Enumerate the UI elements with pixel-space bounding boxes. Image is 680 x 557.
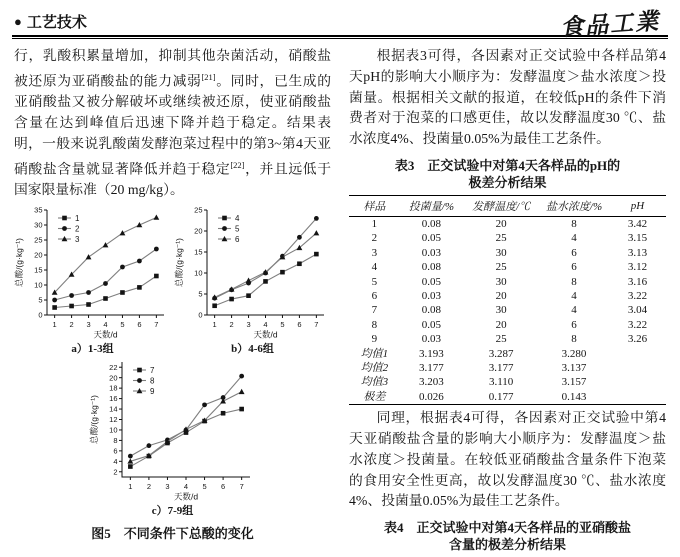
table3-cell: 0.03 (421, 290, 442, 303)
citation-ref-22: [22] (230, 159, 245, 170)
svg-text:0: 0 (198, 310, 203, 320)
line-chart-groups-1-3 (14, 205, 171, 343)
table3-cell: 3.22 (627, 318, 648, 331)
table3-cell: 20 (495, 290, 507, 303)
table3-title-line2: 极差分析结果 (468, 174, 547, 190)
table4-title-line1: 表4 正交试验中对第4天各样品的亚硝酸盐 (383, 520, 631, 536)
table3-cell: 9 (371, 333, 378, 346)
svg-text:20: 20 (108, 373, 117, 383)
svg-text:天数/d: 天数/d (173, 491, 198, 502)
table3-title-line1: 表3 正交试验中对第4天各样品的pH的 (394, 157, 621, 173)
svg-text:7: 7 (314, 319, 319, 329)
table4-title-line2: 含量的极差分析结果 (448, 537, 566, 553)
svg-text:22: 22 (108, 362, 117, 372)
svg-text:5: 5 (120, 319, 125, 329)
table3-row (349, 361, 666, 375)
table3-cell: 0.05 (421, 318, 442, 331)
table3-cell: 7 (371, 304, 378, 317)
svg-text:6: 6 (220, 481, 225, 491)
table3-cell: 30 (495, 304, 507, 317)
chart-group-4-6 (174, 205, 331, 356)
table3-header-cell: 发酵温度/℃ (472, 200, 531, 213)
svg-text:2: 2 (75, 224, 80, 234)
svg-text:总酸/(g·kg⁻¹): 总酸/(g·kg⁻¹) (88, 394, 99, 444)
svg-text:2: 2 (229, 319, 234, 329)
svg-text:2: 2 (69, 319, 74, 329)
svg-text:3: 3 (246, 319, 251, 329)
citation-ref-21: [21] (201, 71, 216, 82)
svg-text:25: 25 (34, 235, 43, 245)
svg-text:7: 7 (149, 365, 154, 375)
table3-title (349, 157, 666, 191)
table3-cell: 3.203 (419, 376, 444, 389)
left-paragraph (14, 46, 331, 201)
table3-cell: 1 (371, 217, 378, 230)
table3-header-cell: 样品 (363, 200, 386, 213)
table3-cell: 25 (495, 333, 507, 346)
svg-text:4: 4 (112, 456, 117, 466)
svg-text:5: 5 (38, 295, 43, 305)
table3-cell: 20 (495, 318, 507, 331)
svg-text:2: 2 (112, 467, 117, 477)
svg-text:3: 3 (164, 481, 170, 491)
chart-group-1-3 (14, 205, 171, 356)
svg-text:20: 20 (194, 226, 203, 236)
chart-group-7-9 (89, 357, 257, 518)
table3-row (349, 289, 666, 303)
table3-cell: 0.143 (561, 390, 587, 403)
svg-text:2: 2 (146, 481, 151, 491)
table3-cell: 30 (495, 246, 507, 259)
line-chart-groups-7-9 (89, 357, 257, 505)
svg-text:25: 25 (194, 205, 203, 215)
svg-text:4: 4 (103, 319, 108, 329)
table3-cell: 3.15 (627, 232, 648, 245)
svg-text:18: 18 (108, 383, 117, 393)
svg-text:1: 1 (75, 213, 80, 223)
table4-title (349, 519, 666, 553)
table3-cell: 均值3 (360, 376, 389, 389)
table3-cell: 3.16 (627, 275, 648, 288)
table3 (349, 195, 666, 405)
paragraph-text: ，并且远低于国家限量标准（20 mg/kg）。 (14, 161, 332, 197)
svg-text:5: 5 (201, 481, 207, 491)
section-label: 工艺技术 (26, 14, 87, 31)
svg-text:6: 6 (137, 319, 142, 329)
table3-row (349, 216, 666, 231)
table3-cell: 3.42 (627, 217, 648, 230)
table3-cell: 0.08 (421, 304, 442, 317)
table3-cell: 3 (371, 246, 378, 259)
table3-cell: 3.157 (561, 376, 587, 389)
table3-cell: 3.22 (627, 290, 648, 303)
svg-text:7: 7 (239, 481, 244, 491)
table3-cell: 极差 (363, 390, 386, 403)
charts-row-bottom (14, 357, 331, 518)
table3-cell: 0.026 (419, 390, 444, 403)
table3-header-cell: 投菌量/% (408, 200, 455, 213)
svg-text:9: 9 (149, 386, 154, 396)
table3-cell: 6 (571, 246, 577, 259)
right-paragraph-2: 同理，根据表4可得，各因素对正交试验中第4天亚硝酸盐含量的影响大小顺序为：发酵温度＞盐水浓度＞投菌量。在较低亚硝酸盐含量条件下泡菜的食用安全性更高，故以发酵温度30 ℃、盐水浓度4%、投菌量0.05%为最佳工艺条件。 (349, 410, 666, 509)
svg-text:3: 3 (75, 234, 80, 244)
table3-row (349, 375, 666, 389)
svg-text:5: 5 (235, 224, 240, 234)
table3-cell: 6 (571, 261, 577, 274)
svg-text:1: 1 (52, 319, 57, 329)
chart-subcaption-a: a）1-3组 (71, 342, 114, 355)
svg-text:15: 15 (194, 247, 203, 257)
svg-text:4: 4 (235, 213, 240, 223)
svg-text:4: 4 (263, 319, 268, 329)
table3-cell: 3.12 (627, 261, 648, 274)
svg-text:15: 15 (34, 265, 43, 275)
svg-text:35: 35 (34, 205, 43, 215)
table3-cell: 0.177 (488, 390, 514, 403)
table3-header-cell: pH (630, 199, 645, 212)
table3-cell: 0.03 (421, 246, 442, 259)
figure-caption: 图5 不同条件下总酸的变化 (91, 525, 254, 541)
charts-row-top (14, 205, 331, 356)
table3-cell: 3.137 (561, 362, 587, 375)
svg-text:天数/d: 天数/d (93, 329, 118, 340)
svg-text:3: 3 (86, 319, 91, 329)
table3-cell: 0.03 (421, 333, 442, 346)
right-paragraph-1: 根据表3可得，各因素对正交试验中各样品第4天pH的影响大小顺序为：发酵温度＞盐水浓度＞投菌量。根据相关文献的报道，在较低pH的条件下消费者对于泡菜的口感更佳，故以发酵温度30 ℃、盐水浓度4%、投菌量0.05%为最佳工艺条件。 (349, 48, 666, 147)
left-column (14, 43, 331, 557)
table3-cell: 8 (571, 333, 577, 346)
table3-cell: 2 (371, 232, 378, 245)
svg-text:6: 6 (235, 234, 240, 244)
svg-text:天数/d: 天数/d (253, 329, 278, 340)
right-column (349, 43, 666, 557)
table3-cell: 3.177 (488, 362, 514, 375)
journal-logo: 食品工業 (559, 8, 661, 41)
table3-cell: 8 (571, 217, 577, 230)
svg-text:10: 10 (194, 268, 203, 278)
table3-header-cell: 盐水浓度/% (545, 200, 603, 213)
table3-cell: 6 (371, 290, 378, 303)
svg-text:6: 6 (297, 319, 302, 329)
table3-cell: 3.193 (419, 347, 444, 360)
table3-cell: 0.08 (421, 261, 442, 274)
table3-cell (609, 390, 666, 405)
svg-text:1: 1 (212, 319, 217, 329)
table3-row (349, 246, 666, 260)
svg-text:10: 10 (34, 280, 43, 290)
table3-cell: 4 (571, 304, 577, 317)
svg-text:12: 12 (108, 414, 117, 424)
section-heading (14, 11, 87, 32)
svg-text:20: 20 (34, 250, 43, 260)
table3-cell (609, 361, 666, 375)
svg-text:8: 8 (149, 376, 154, 386)
table3-cell (609, 375, 666, 389)
table3-cell: 25 (495, 261, 507, 274)
table3-cell: 20 (495, 217, 507, 230)
svg-text:30: 30 (34, 220, 43, 230)
table3-cell: 4 (571, 232, 577, 245)
table3-cell: 3.26 (627, 333, 648, 346)
table3-row (349, 390, 666, 405)
table3-cell: 8 (371, 318, 378, 331)
table3-cell: 6 (571, 318, 577, 331)
table3-header-row (349, 195, 666, 216)
table3-cell: 3.177 (419, 362, 444, 375)
table3-cell (609, 347, 666, 361)
line-chart-groups-4-6 (174, 205, 331, 343)
table3-cell: 5 (371, 275, 378, 288)
table3-row (349, 303, 666, 317)
section-bullet-icon: ● (14, 14, 22, 29)
chart-subcaption-c: c）7-9组 (151, 504, 194, 517)
table3-row (349, 332, 666, 346)
svg-text:8: 8 (112, 435, 117, 445)
table3-cell: 30 (495, 275, 507, 288)
table3-row (349, 318, 666, 332)
table3-cell: 0.05 (421, 275, 442, 288)
svg-text:5: 5 (198, 289, 203, 299)
svg-text:7: 7 (154, 319, 159, 329)
table3-cell: 3.04 (627, 304, 648, 317)
chart-subcaption-b: b）4-6组 (231, 342, 274, 355)
paragraph-text: 行，乳酸积累量增加，抑制其他杂菌活动，硝酸盐被还原为亚硝酸盐的能力减弱 (14, 48, 331, 89)
table3-row (349, 275, 666, 289)
table3-cell: 3.280 (561, 347, 587, 360)
svg-text:16: 16 (108, 393, 117, 403)
svg-text:总酸/(g·kg⁻¹): 总酸/(g·kg⁻¹) (14, 237, 24, 287)
two-column-body (0, 39, 680, 557)
table3-cell: 0.08 (421, 217, 442, 230)
table3-cell: 4 (571, 290, 577, 303)
table3-cell: 均值1 (360, 347, 389, 360)
svg-text:10: 10 (108, 425, 117, 435)
svg-text:0: 0 (38, 310, 43, 320)
table3-cell: 25 (495, 232, 507, 245)
svg-text:5: 5 (280, 319, 285, 329)
page-header (0, 0, 680, 41)
table3-cell: 3.287 (488, 347, 514, 360)
table3-row (349, 231, 666, 245)
table3-cell: 均值2 (360, 362, 389, 375)
table3-cell: 0.05 (421, 232, 442, 245)
svg-text:4: 4 (183, 481, 188, 491)
table3-cell: 3.110 (488, 376, 514, 389)
figure-5 (14, 205, 331, 542)
svg-text:6: 6 (112, 446, 117, 456)
table3-cell: 3.13 (627, 246, 648, 259)
svg-text:1: 1 (127, 481, 132, 491)
table3-row (349, 260, 666, 274)
table3-row (349, 347, 666, 361)
svg-text:14: 14 (108, 404, 117, 414)
table3-cell: 8 (571, 275, 577, 288)
paragraph-text: 。同时，已生成的亚硝酸盐又被分解破坏或继续被还原，使亚硝酸盐含量在达到峰值后迅速下降并趋于稳定。结果表明，一般来说乳酸菌发酵泡菜过程中的第3~第4天亚硝酸盐含量就显著降低并趋于稳定 (14, 73, 332, 177)
table3-cell: 4 (371, 261, 378, 274)
svg-text:总酸/(g·kg⁻¹): 总酸/(g·kg⁻¹) (174, 237, 184, 287)
